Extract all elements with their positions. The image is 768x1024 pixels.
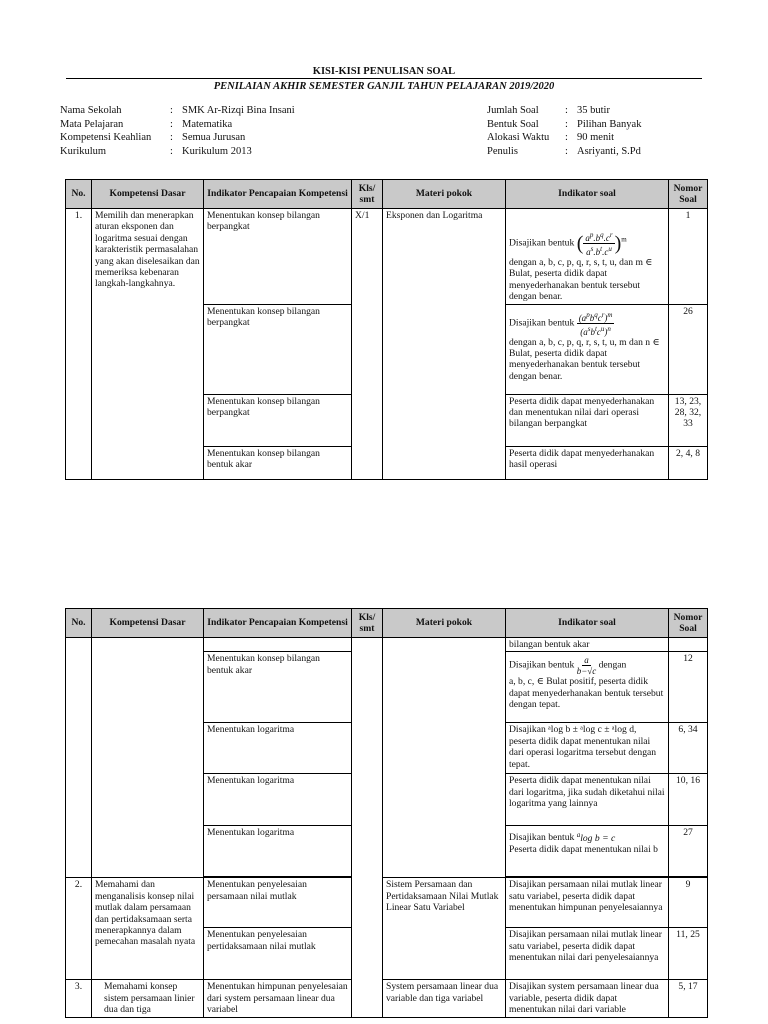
info-right-block [487, 104, 641, 158]
soal-expression-line [509, 827, 665, 844]
info-value: 35 butir [577, 105, 610, 116]
info-row [60, 118, 295, 132]
fraction-denominator: b−√c [576, 666, 597, 677]
kisi-table-2 [65, 608, 708, 1018]
info-row [60, 131, 295, 145]
cell-kd: Memilih dan menerapkan aturan eksponen dan logaritma sesuai dengan karakteristik permasalahan yang akan diselesaikan dan memeriksa kebenaran langkah-langkahnya. [92, 209, 204, 480]
cell-kd [92, 638, 204, 878]
cell-nomor: 12 [669, 652, 708, 723]
cell-no: 2. [66, 878, 92, 980]
info-sep: : [170, 105, 173, 116]
cell-kls [352, 638, 383, 1018]
table-row [66, 638, 708, 652]
formula-open-paren: ( [576, 232, 584, 255]
cell-materi: System persamaan linear dua variable dan tiga variabel [383, 980, 506, 1017]
soal-expression-line [509, 653, 665, 676]
fraction-denominator: $a^s.b^t.c^u$ [586, 245, 612, 257]
soal-prefix: Disajikan bentuk [509, 237, 575, 249]
soal-text: Peserta didik dapat menentukan nilai b [509, 844, 658, 855]
exponent-fraction [577, 310, 615, 337]
cell-kls: X/1 [352, 209, 383, 480]
cell-nomor: 11, 25 [669, 928, 708, 980]
title-rule [66, 78, 702, 79]
soal-text: dengan a, b, c, p, q, r, s, t, u, m dan n ∈ Bulat, peserta didik dapat menyederhanakan bentuk tersebut dengan benar. [509, 336, 660, 382]
cell-no [66, 638, 92, 878]
fraction-numerator: $a^p.b^q.c^r$ [585, 231, 613, 243]
cell-materi: Sistem Persamaan dan Pertidaksamaan Nilai Mutlak Linear Satu Variabel [383, 878, 506, 980]
cell-soal: bilangan bentuk akar [506, 638, 669, 652]
cell-soal [506, 304, 669, 394]
info-row [487, 131, 641, 145]
cell-soal: Peserta didik dapat menyederhanakan dan menentukan nilai dari operasi bilangan berpangkat [506, 394, 669, 446]
col-header-kd: Kompetensi Dasar [92, 180, 204, 209]
table-row [66, 209, 708, 305]
col-header-nomor: Nomor Soal [669, 609, 708, 638]
col-header-kls: Kls/ smt [352, 180, 383, 209]
cell-materi: Eksponen dan Logaritma [383, 209, 506, 480]
cell-ipk: Menentukan konsep bilangan berpangkat [204, 304, 352, 394]
cell-soal [506, 652, 669, 723]
cell-kd: Memahami konsep sistem persamaan linier dua dan tiga [92, 980, 204, 1017]
cell-materi [383, 638, 506, 878]
cell-no: 3. [66, 980, 92, 1017]
cell-nomor: 6, 34 [669, 723, 708, 774]
cell-nomor [669, 638, 708, 652]
table-row [66, 980, 708, 1017]
col-header-ipk: Indikator Pencapaian Kompetensi [204, 180, 352, 209]
info-value: SMK Ar-Rizqi Bina Insani [182, 105, 295, 116]
info-left-block [60, 104, 295, 158]
document-title: KISI-KISI PENULISAN SOAL [312, 66, 456, 77]
cell-kd: Memahami dan menganalisis konsep nilai mutlak dalam persamaan dan pertidaksamaan serta menerapkannya dalam pemecahan masalah nyata [92, 878, 204, 980]
info-value: Matematika [182, 118, 233, 130]
soal-prefix: Disajikan bentuk [509, 317, 575, 329]
soal-prefix: Disajikan [509, 832, 546, 844]
col-header-no: No. [66, 180, 92, 209]
col-header-kd: Kompetensi Dasar [92, 609, 204, 638]
info-value: Pilihan Banyak [577, 118, 642, 130]
cell-nomor: 26 [669, 304, 708, 394]
info-sep: : [565, 132, 568, 143]
cell-soal: Disajikan persamaan nilai mutlak linear satu variabel, peserta didik dapat menentukan nilai dari penyelesaiannya [506, 928, 669, 980]
col-header-kls: Kls/ smt [352, 609, 383, 638]
soal-prefix: Disajikan bentuk [509, 660, 575, 672]
info-row [487, 104, 641, 118]
col-header-soal: Indikator soal [506, 180, 669, 209]
info-sep: : [170, 145, 173, 157]
cell-soal: Disajikan ᵃlog b ± ᵃlog c ± ᵃlog d, peserta didik dapat menentukan nilai dari operasi logaritma tersebut dengan tepat. [506, 723, 669, 774]
col-header-nomor: Nomor Soal [669, 180, 708, 209]
info-label: Nama Sekolah [60, 105, 122, 116]
info-value: Kurikulum 2013 [182, 145, 252, 157]
info-value: 90 menit [577, 132, 615, 143]
cell-nomor: 13, 23, 28, 32, 33 [669, 394, 708, 446]
table-header-row [66, 180, 708, 209]
cell-soal: Peserta didik dapat menyederhanakan hasil operasi [506, 446, 669, 479]
info-label: Kompetensi Keahlian [60, 132, 152, 143]
cell-no: 1. [66, 209, 92, 480]
col-header-materi: Materi pokok [383, 180, 506, 209]
exponent-fraction [583, 230, 614, 257]
info-label: Bentuk Soal [487, 118, 539, 130]
log-formula: $^a$log b = c [576, 830, 616, 844]
cell-ipk: Menentukan logaritma [204, 826, 352, 877]
cell-nomor: 27 [669, 826, 708, 877]
info-sep: : [170, 118, 173, 130]
col-header-no: No. [66, 609, 92, 638]
info-row [60, 145, 295, 159]
info-row [487, 118, 641, 132]
info-value: Asriyanti, S.Pd [577, 145, 641, 157]
info-label: Penulis [487, 145, 518, 157]
info-value: Semua Jurusan [182, 132, 246, 143]
root-fraction [577, 655, 597, 676]
info-sep: : [170, 132, 173, 143]
cell-ipk: Menentukan konsep bilangan berpangkat [204, 209, 352, 305]
cell-ipk: Menentukan penyelesaian persamaan nilai mutlak [204, 878, 352, 928]
kisi-table-1 [65, 179, 708, 480]
soal-middle: bentuk [548, 832, 575, 844]
cell-ipk: Menentukan logaritma [204, 723, 352, 774]
cell-ipk: Menentukan konsep bilangan berpangkat [204, 394, 352, 446]
soal-text: a, b, c, ∈ Bulat positif, peserta didik dapat menyederhanakan bentuk tersebut dengan tepat. [509, 676, 664, 711]
cell-ipk: Menentukan konsep bilangan bentuk akar [204, 446, 352, 479]
info-label: Alokasi Waktu [487, 132, 550, 143]
document-subtitle: PENILAIAN AKHIR SEMESTER GANJIL TAHUN PELAJARAN 2019/2020 [213, 81, 555, 92]
formula-close-paren: ) [614, 232, 622, 255]
cell-ipk [204, 638, 352, 652]
fraction-numerator: a [584, 655, 589, 666]
info-label: Mata Pelajaran [60, 118, 124, 130]
table-header-row [66, 609, 708, 638]
info-sep: : [565, 118, 568, 130]
cell-nomor: 5, 17 [669, 980, 708, 1017]
soal-connector: dengan [598, 660, 627, 672]
table-row [66, 878, 708, 928]
col-header-ipk: Indikator Pencapaian Kompetensi [204, 609, 352, 638]
cell-soal: Disajikan persamaan nilai mutlak linear satu variabel, peserta didik dapat menentukan himpunan penyelesaiannya [506, 878, 669, 928]
cell-soal: Peserta didik dapat menentukan nilai dari logaritma, jika sudah diketahui nilai logaritma yang lainnya [506, 774, 669, 826]
col-header-soal: Indikator soal [506, 609, 669, 638]
info-row [60, 104, 295, 118]
cell-soal [506, 209, 669, 305]
info-sep: : [565, 105, 568, 116]
cell-ipk: Menentukan penyelesaian pertidaksamaan nilai mutlak [204, 928, 352, 980]
info-row [487, 145, 641, 159]
cell-nomor: 9 [669, 878, 708, 928]
info-sep: : [565, 145, 568, 157]
fraction-denominator: $(a^sb^tc^u)^n$ [580, 324, 611, 337]
cell-nomor: 1 [669, 209, 708, 305]
fraction-numerator: $(a^pb^qc^r)^m$ [578, 310, 613, 323]
cell-soal: Disajikan system persamaan linear dua variable, peserta didik dapat menentukan nilai dari variable [506, 980, 669, 1017]
cell-soal [506, 826, 669, 877]
soal-text: dengan a, b, c, p, q, r, s, t, u, dan m ∈ Bulat, peserta didik dapat menyederhanakan bentuk tersebut dengan benar. [509, 257, 653, 303]
cell-nomor: 10, 16 [669, 774, 708, 826]
cell-ipk: Menentukan konsep bilangan bentuk akar [204, 652, 352, 723]
cell-nomor: 2, 4, 8 [669, 446, 708, 479]
soal-expression-line [509, 210, 665, 257]
info-label: Kurikulum [60, 145, 107, 157]
soal-expression-line [509, 306, 665, 337]
formula-power: m [621, 235, 627, 244]
col-header-materi: Materi pokok [383, 609, 506, 638]
cell-ipk: Menentukan logaritma [204, 774, 352, 826]
info-label: Jumlah Soal [487, 105, 539, 116]
cell-ipk: Menentukan himpunan penyelesaian dari system persamaan linear dua variabel [204, 980, 352, 1017]
